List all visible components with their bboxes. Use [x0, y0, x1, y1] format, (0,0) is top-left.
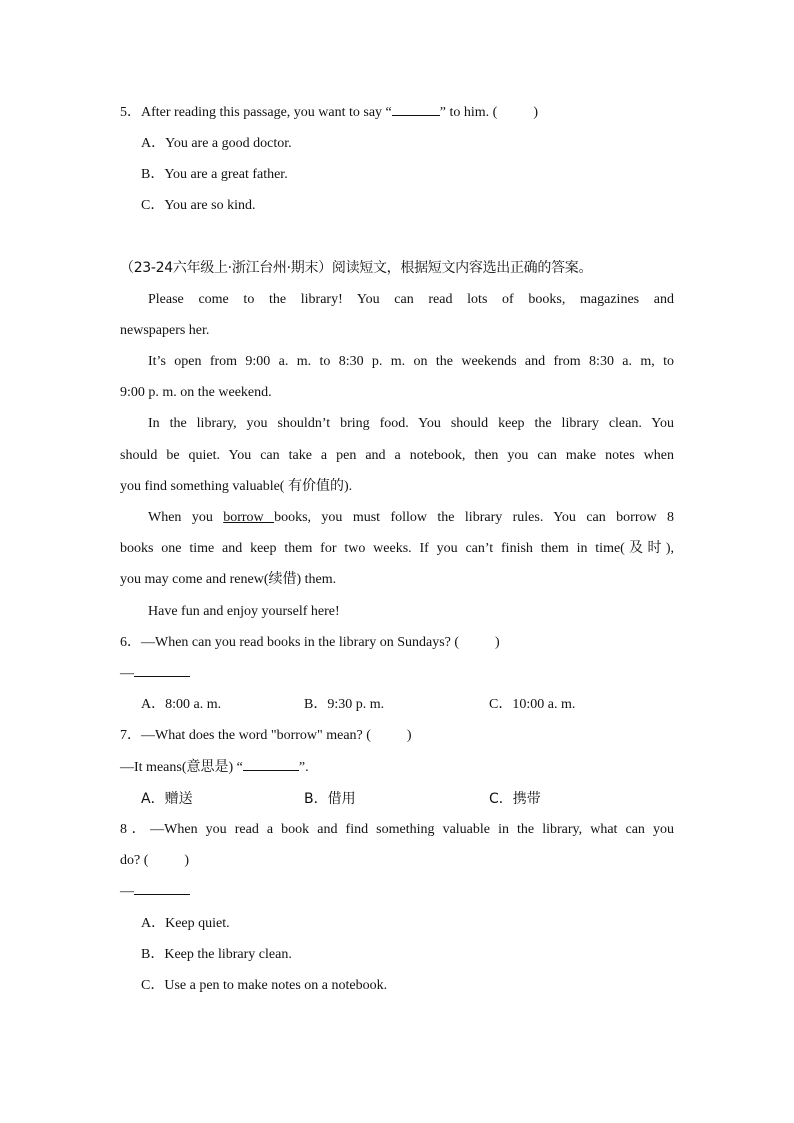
q7-answer-blank[interactable]	[243, 758, 299, 771]
q7-answer-post: ”.	[298, 760, 309, 775]
q7-question-text: 7．—What does the word "borrow" mean? (	[120, 728, 371, 743]
q5-close-paren: )	[533, 105, 538, 120]
q8-option-a[interactable]: A．Keep quiet.	[141, 916, 230, 931]
passage-p4-line1	[148, 508, 674, 528]
passage-p3-line3: you find something valuable( 有价值的).	[120, 479, 353, 494]
q7-close-paren: )	[406, 728, 412, 743]
q7-question	[120, 726, 674, 746]
q8-answer-blank[interactable]	[134, 882, 190, 895]
q5-option-b[interactable]: B．You are a great father.	[141, 167, 288, 182]
q5-answer-blank[interactable]	[392, 102, 440, 116]
q8-dash: —	[120, 884, 134, 899]
q8-question-text: do? (	[120, 853, 149, 868]
q6-question	[120, 633, 674, 653]
q8-question-line2	[120, 851, 674, 871]
q7-option-c[interactable]: C．携带	[489, 791, 541, 807]
q8-option-b[interactable]: B．Keep the library clean.	[141, 947, 292, 962]
q5-question-pre: 5．After reading this passage, you want to say “	[120, 105, 392, 120]
q5-option-a[interactable]: A．You are a good doctor.	[141, 136, 292, 151]
passage-p2-line1: It’s open from 9:00 a. m. to 8:30 p. m. on the weekends and from 8:30 a. m, to	[148, 354, 674, 369]
section-heading: （23-24六年级上·浙江台州·期末）阅读短文，根据短文内容选出正确的答案。	[120, 260, 593, 276]
q5-question-post: ” to him. (	[439, 105, 498, 120]
passage-p4-line2: books one time and keep them for two weeks. If you can’t finish them in time(及时),	[120, 541, 674, 556]
q6-option-a[interactable]: A．8:00 a. m.	[141, 697, 222, 712]
passage-p3-line2: should be quiet. You can take a pen and a notebook, then you can make notes when	[120, 448, 674, 463]
q5-question	[120, 102, 674, 123]
q8-option-c[interactable]: C．Use a pen to make notes on a notebook.	[141, 978, 388, 993]
q6-option-c[interactable]: C．10:00 a. m.	[489, 697, 576, 712]
q8-close-paren: )	[184, 853, 190, 868]
q6-question-text: 6．—When can you read books in the library on Sundays? (	[120, 635, 460, 650]
q6-dash: —	[120, 666, 134, 681]
passage-p2-line2: 9:00 p. m. on the weekend.	[120, 385, 272, 400]
q6-answer-blank[interactable]	[134, 664, 190, 677]
passage-p1-line1: Please come to the library! You can read lots of books, magazines and	[148, 292, 674, 307]
q7-answer-line	[120, 758, 674, 778]
q6-close-paren: )	[495, 635, 500, 650]
q7-option-a[interactable]: A．赠送	[141, 791, 193, 807]
passage-p5-line1: Have fun and enjoy yourself here!	[148, 604, 340, 619]
passage-p4-line3: you may come and renew(续借) them.	[120, 572, 337, 587]
q7-answer-pre: —It means(意思是) “	[120, 760, 243, 775]
q5-option-c[interactable]: C．You are so kind.	[141, 198, 256, 213]
q6-option-b[interactable]: B．9:30 p. m.	[304, 697, 385, 712]
q8-question-line1: 8．—When you read a book and find something valuable in the library, what can you	[120, 822, 674, 837]
passage-p4-post: books, you must follow the library rules. You can borrow 8	[274, 510, 674, 525]
passage-underlined-borrow: borrow	[223, 510, 275, 525]
passage-p4-pre: When you	[148, 510, 224, 525]
q6-answer-line	[120, 664, 674, 684]
passage-p3-line1: In the library, you shouldn’t bring food. You should keep the library clean. You	[148, 416, 674, 431]
q8-answer-line	[120, 882, 674, 902]
passage-p1-line2: newspapers her.	[120, 323, 210, 338]
q7-option-b[interactable]: B．借用	[304, 791, 356, 807]
